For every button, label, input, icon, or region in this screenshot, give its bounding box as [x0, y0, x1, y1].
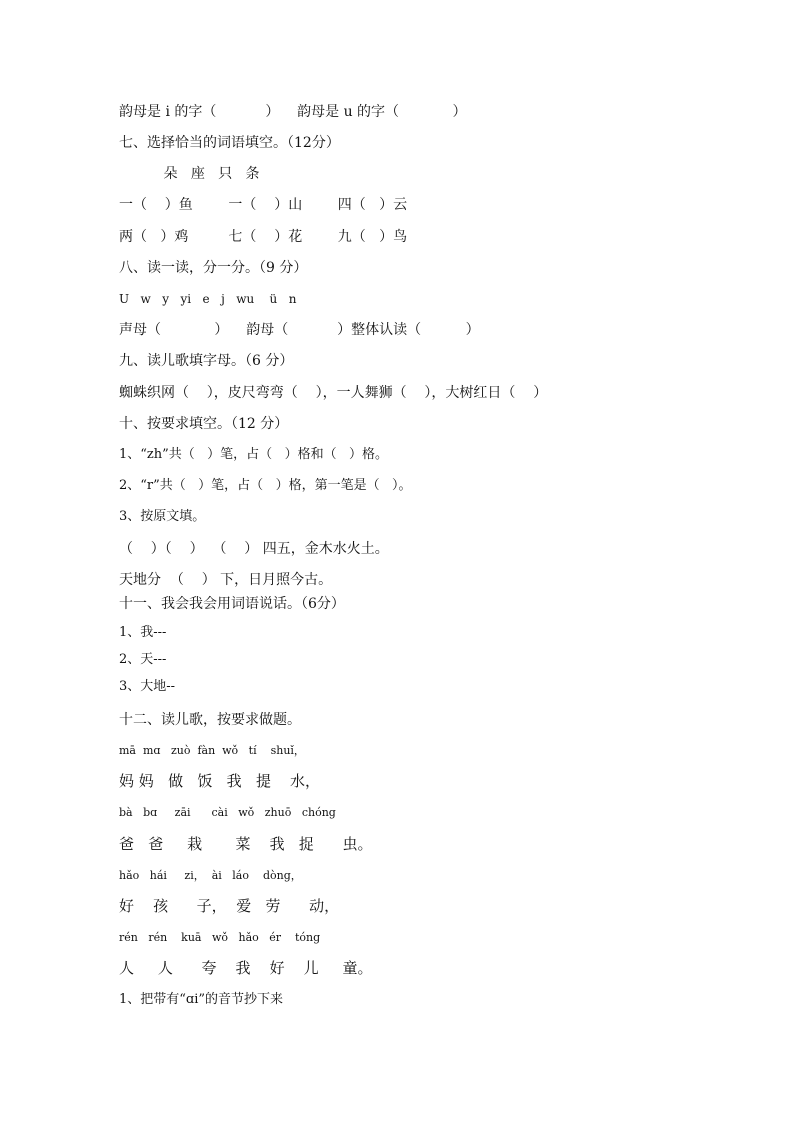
section-11-heading: 十一、我会我会用词语说话。（6分）	[119, 596, 345, 612]
original-text-line-2: 天地分 （ ） 下，日月照今古。	[119, 572, 333, 588]
word-choices: 朵 座 只 条	[119, 166, 260, 182]
fill-row-1: 一（ ）鱼 一（ ）山 四（ ）云	[119, 197, 408, 213]
section-7-heading: 七、选择恰当的词语填空。（12分）	[119, 135, 340, 151]
pinyin-letters: U w y yi e j wu ü n	[119, 292, 297, 306]
rhyme-pinyin-4: rén rén kuā wǒ hǎo ér tóng	[119, 931, 321, 944]
section-9-heading: 九、读儿歌填字母。（6 分）	[119, 353, 294, 369]
speaking-item-1: 1、我---	[119, 625, 167, 640]
rhyme-hanzi-2: 爸 爸 栽 菜 我 捉 虫。	[119, 835, 373, 853]
rhyme-pinyin-1: mā mɑ zuò fàn wǒ tí shuǐ，	[119, 744, 305, 757]
rhyme-question-1: 1、把带有“ɑi”的音节抄下来	[119, 992, 284, 1007]
rhyme-hanzi-3: 好 孩 子， 爱 劳 动，	[119, 897, 340, 915]
section-10-heading: 十、按要求填空。（12 分）	[119, 416, 289, 432]
original-text-heading: 3、按原文填。	[119, 509, 206, 524]
rhyme-pinyin-2: bà bɑ zāi cài wǒ zhuō chóng	[119, 806, 336, 819]
rhyme-pinyin-3: hǎo hái zi， ài láo dòng，	[119, 869, 302, 882]
rhyme-hanzi-4: 人 人 夸 我 好 儿 童。	[119, 959, 373, 977]
rhyme-hanzi-1: 妈 妈 做 饭 我 提 水，	[119, 772, 321, 790]
nursery-rhyme-letters: 蜘蛛织网（ ），皮尺弯弯（ ），一人舞狮（ ），大树红日（ ）	[119, 385, 548, 401]
original-text-line-1: （ ）（ ） （ ） 四五，金木水火土。	[119, 541, 389, 557]
section-12-heading: 十二、读儿歌，按要求做题。	[119, 712, 301, 728]
speaking-item-3: 3、大地--	[119, 679, 176, 694]
section-8-heading: 八、读一读，分一分。（9 分）	[119, 260, 308, 276]
fill-row-2: 两（ ）鸡 七（ ）花 九（ ）鸟	[119, 229, 408, 245]
speaking-item-2: 2、天---	[119, 652, 167, 667]
classification-row: 声母（ ） 韵母（ ）整体认读（ ）	[119, 322, 480, 338]
stroke-question-r: 2、“r”共（ ）笔，占（ ）格，第一笔是（ ）。	[119, 478, 412, 493]
stroke-question-zh: 1、“zh”共（ ）笔，占（ ）格和（ ）格。	[119, 447, 388, 462]
question-line-final-i-u: 韵母是 i 的字（ ） 韵母是 u 的字（ ）	[119, 104, 467, 120]
